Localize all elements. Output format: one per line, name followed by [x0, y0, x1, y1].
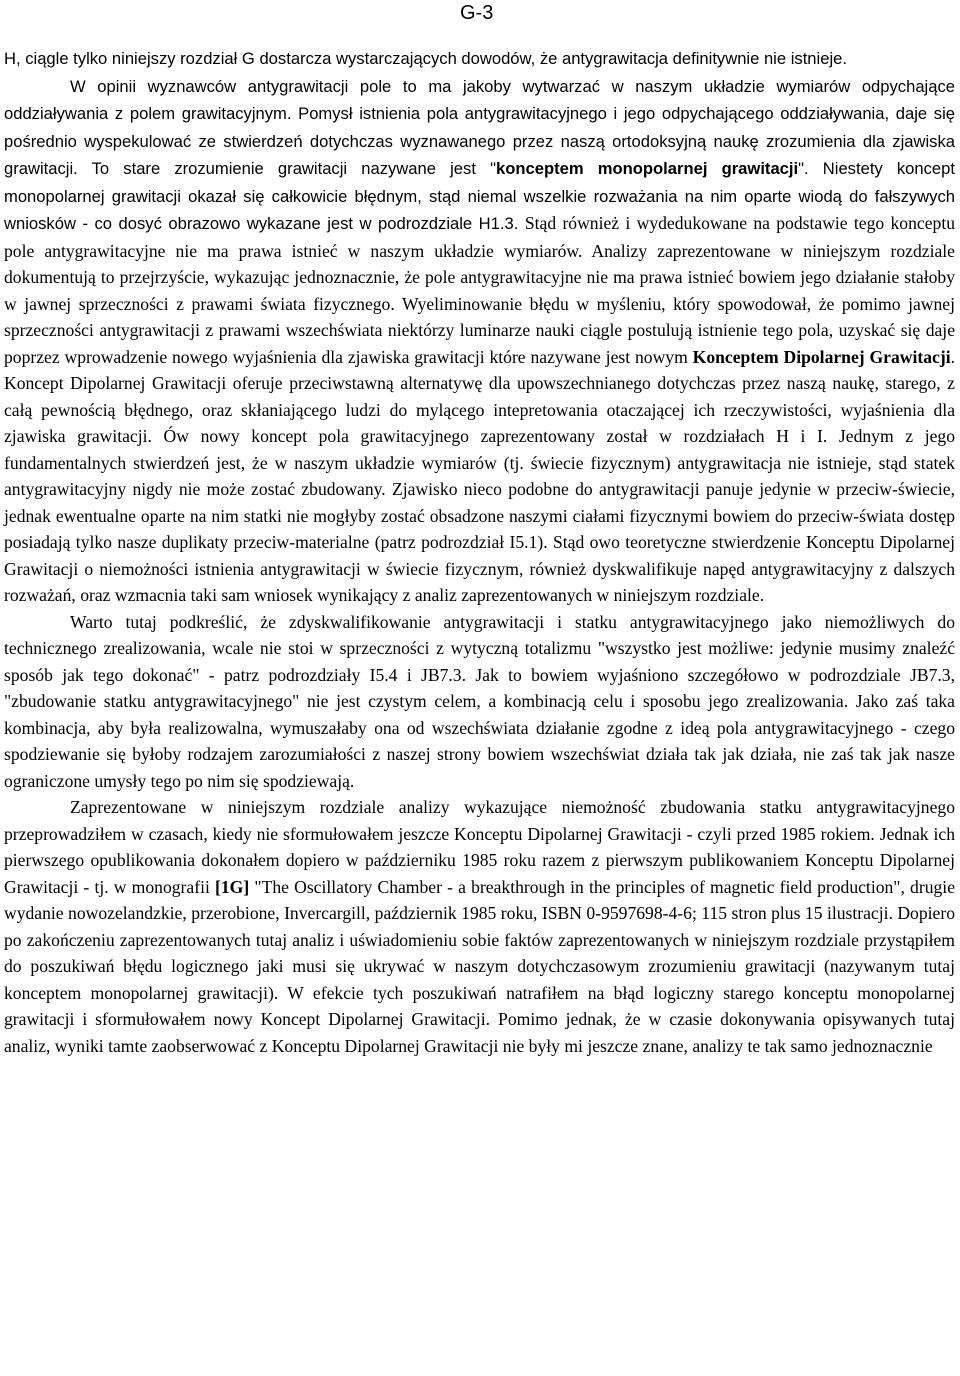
page-number: G-3	[460, 2, 494, 24]
paragraph-text: Stąd również i wydedukowane na podstawie tego konceptu pole antygrawitacyjne nie ma prawa istnieć w naszym układzie wymiarów. Analizy zaprezentowane w niniejszym rozdziale dokumentują to przejrzyście, wykazując jednoznacznie, że pole antygrawitacyjne nie ma prawa istnieć bowiem jego działanie stałoby w jawnej sprzeczności z prawami świata fizycznego. Wyeliminowanie błędu w myśleniu, który spowodował, że pomimo jawnej sprzeczności antygrawitacji z prawami wszechświata niektórzy luminarze nauki ciągle postulują istnienie tego pola, uzyskać się daje poprzez wprowadzenie nowego wyjaśnienia dla zjawiska grawitacji które nazywane jest nowym	[4, 213, 956, 367]
paragraph-text: H, ciągle tylko niniejszy rozdział G dostarcza wystarczających dowodów, że antygrawitacja definitywnie nie istnieje.	[4, 49, 847, 68]
paragraph-text: Warto tutaj podkreślić, że zdyskwalifikowanie antygrawitacji i statku antygrawitacyjnego jako niemożliwych do technicznego zrealizowania, wcale nie stoi w sprzeczności z wytyczną totalizmu "wszystko jest możliwe: jedynie musimy znaleźć sposób jak tego dokonać" - patrz podrozdziały I5.4 i JB7.3. Jak to bowiem wyjaśniono szczegółowo w podrozdziale JB7.3, "zbudowanie statku antygrawitacyjnego" nie jest czystym celem, a kombinacją celu i sposobu jego zrealizowania. Jako zaś taka kombinacja, aby była realizowalna, wymuszałaby ona od wszechświata działanie zgodne z ideą pola antygrawitacyjnego - czego spodziewanie się byłoby rodzajem zarozumiałości z naszej strony bowiem wszechświat działa tak jak działa, nie zaś tak jak nasze ograniczone umysły tego po nim się spodziewają.	[4, 611, 955, 791]
paragraph-1	[4, 46, 955, 73]
bold-term: konceptem monopolarnej grawitacji	[495, 159, 799, 178]
paragraph-3	[4, 609, 955, 795]
document-body	[4, 46, 955, 1059]
paragraph-text: W opinii wyznawców antygrawitacji pole to ma jakoby wytwarzać w naszym układzie wymiarów odpychające oddziaływania z polem grawitacyjnym. Pomysł istnienia pola antygrawitacyjnego i jego odpychającego oddziaływania, daje się pośrednio wyspekulować ze stwierdzeń dotychczas wyznawanego przez naszą ortodoksyjną naukę zrozumienia dla zjawiska grawitacji. To stare zrozumienie grawitacji nazywane jest "	[4, 76, 955, 178]
paragraph-text: "The Oscillatory Chamber - a breakthrough in the principles of magnetic field production", drugie wydanie nowozelandzkie, przerobione, Invercargill, październik 1985 roku, ISBN 0-9597698-4-6; 115 stron plus 15 ilustracji. Dopiero po zakończeniu zaprezentowanych tutaj analiz i uświadomieniu sobie faktów zaprezentowanych w niniejszym rozdziale przystąpiłem do poszukiwań błędu logicznego jaki musi się ukrywać w naszym dotychczasowym zrozumieniu grawitacji (nazywanym tutaj konceptem monopolarnej grawitacji). W efekcie tych poszukiwań natrafiłem na błąd logiczny starego konceptu monopolarnej grawitacji i sformułowałem nowy Koncept Dipolarnej Grawitacji. Pomimo jednak, że w czasie dokonywania opisywanych tutaj analiz, wyniki tamte zaobserwować z Konceptu Dipolarnej Grawitacji nie były mi jeszcze znane, analizy te tak samo jednoznacznie	[4, 876, 956, 1056]
paragraph-2	[4, 73, 955, 609]
citation-ref: [1G]	[215, 876, 250, 897]
paragraph-text: . Koncept Dipolarnej Grawitacji oferuje przeciwstawną alternatywę dla upowszechnianego dotychczas przez naszą naukę, starego, z całą pewnością błędnego, oraz skłaniającego ludzi do mylącego intepretowania otaczającej ich rzeczywistości, wyjaśnienia dla zjawiska grawitacji. Ów nowy koncept pola grawitacyjnego zaprezentowany został w rozdziałach H i I. Jednym z jego fundamentalnych stwierdzeń jest, że w naszym układzie wymiarów (tj. świecie fizycznym) antygrawitacja nie istnieje, stąd statek antygrawitacyjny nigdy nie może zostać zbudowany. Zjawisko nieco podobne do antygrawitacji panuje jedynie w przeciw-świecie, jednak ewentualne oparte na nim statki nie mogłyby zostać obsadzone naszymi ciałami fizycznymi bowiem do przeciw-świata dostęp posiadają tylko nasze duplikaty przeciw-materialne (patrz podrozdział I5.1). Stąd owo teoretyczne stwierdzenie Konceptu Dipolarnej Grawitacji o niemożności istnienia antygrawitacji w świecie fizycznym, również dyskwalifikuje napęd antygrawitacyjny z dalszych rozważań, oraz wzmacnia taki sam wniosek wynikający z analiz zaprezentowanych w niniejszym rozdziale.	[4, 346, 955, 605]
bold-term: Konceptem Dipolarnej Grawitacji	[692, 346, 951, 367]
paragraph-4	[4, 794, 955, 1059]
paragraph-text: ". Niestety koncept monopolarnej grawitacji okazał się całkowicie błędnym, stąd niemal wszelkie rozważania na nim oparte wiodą do fałszywych wniosków - co dosyć obrazowo wykazane jest w podrozdziale H1.3.	[4, 159, 955, 233]
paragraph-text: Zaprezentowane w niniejszym rozdziale analizy wykazujące niemożność zbudowania statku antygrawitacyjnego przeprowadziłem w czasach, kiedy nie sformułowałem jeszcze Konceptu Dipolarnej Grawitacji - czyli przed 1985 rokiem. Jednak ich pierwszego opublikowania dokonałem dopiero w październiku 1985 roku razem z pierwszym publikowaniem Konceptu Dipolarnej Grawitacji - tj. w monografii	[4, 797, 955, 897]
